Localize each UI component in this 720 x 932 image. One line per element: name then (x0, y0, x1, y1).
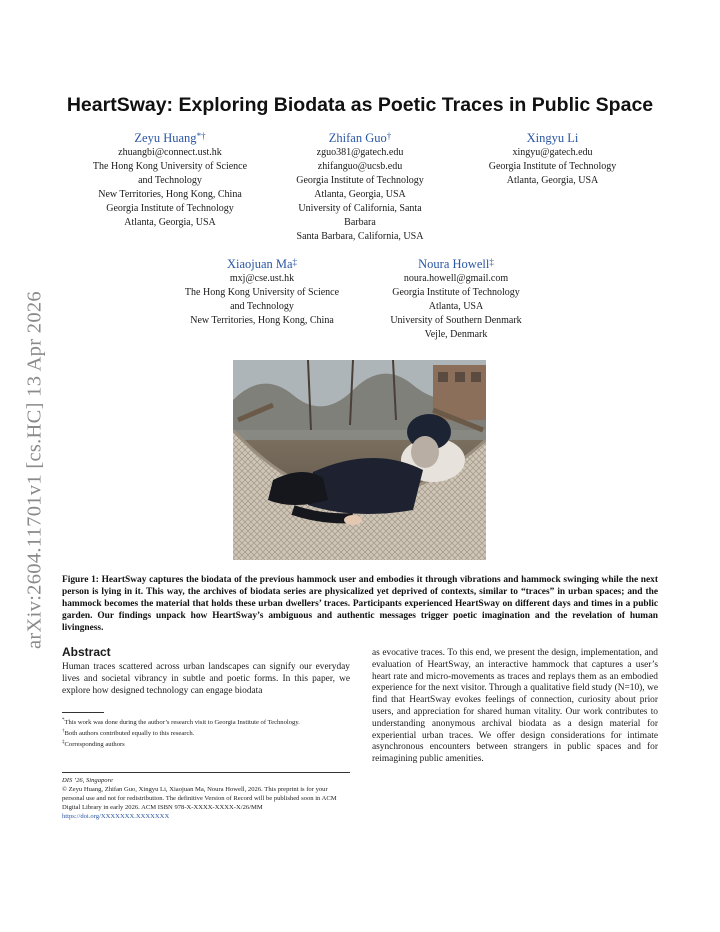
author-location: Vejle, Denmark (424, 329, 488, 340)
author-email[interactable]: xingyu@gatech.edu (512, 147, 593, 158)
author-email[interactable]: noura.howell@gmail.com (403, 273, 509, 284)
author-mark: *† (196, 131, 206, 141)
author-mark: † (386, 131, 392, 141)
arxiv-id: arXiv:2604.11701v1 [cs.HC] 13 Apr 2026 (23, 291, 46, 649)
author-block (70, 130, 270, 230)
abstract-heading: Abstract (62, 645, 111, 659)
footnote: †Both authors contributed equally to this research. (62, 729, 195, 738)
author-affiliation: University of Southern Denmark (390, 315, 522, 326)
author-affiliation: Georgia Institute of Technology (392, 287, 520, 298)
paper-title: HeartSway: Exploring Biodata as Poetic Traces in Public Space (66, 94, 654, 116)
author-email[interactable]: zhifanguo@ucsb.edu (317, 161, 403, 172)
arxiv-stamp (20, 260, 50, 680)
author-location: Atlanta, USA (428, 301, 484, 312)
author-name[interactable]: Zhifan Guo† (328, 131, 392, 145)
author-affiliation: The Hong Kong University of Science (184, 287, 340, 298)
copyright-notice: © Zeyu Huang, Zhifan Guo, Xingyu Li, Xiaojuan Ma, Noura Howell, 2026. This preprint is for your personal use and not for redistribution. The definitive Version of Record will be published soon in ACM Digital Library in early 2026. ACM ISBN 978-X-XXXX-XXXX-X/26/MM (62, 786, 337, 811)
venue-block (62, 776, 350, 821)
author-name[interactable]: Xiaojuan Ma‡ (226, 257, 298, 271)
author-affiliation: Georgia Institute of Technology (106, 203, 234, 214)
author-affiliation: The Hong Kong University of Science (92, 161, 248, 172)
author-location: Atlanta, Georgia, USA (314, 189, 406, 200)
footnote: ‡Corresponding authors (62, 740, 125, 749)
author-block (270, 130, 450, 244)
author-email[interactable]: zhuangbi@connect.ust.hk (118, 147, 222, 158)
abstract-text-left: Human traces scattered across urban landscapes can signify our everyday lives and societal vibrancy in subtle and poetic forms. In this paper, we explore how designed technology can engage biodata (62, 662, 350, 696)
author-email[interactable]: mxj@cse.ust.hk (229, 273, 295, 284)
author-email[interactable]: zguo381@gatech.edu (316, 147, 404, 158)
author-mark: ‡ (489, 257, 494, 267)
author-affiliation: University of California, Santa (298, 203, 422, 214)
author-block (460, 130, 645, 188)
figure-photo (233, 360, 486, 560)
author-location: Atlanta, Georgia, USA (124, 217, 216, 228)
footnote-mark: * (62, 718, 65, 723)
abstract-text-right: as evocative traces. To this end, we present the design, implementation, and evaluation of HeartSway, an interactive hammock that captures a user’s heart rate and micro-movements as traces and replays them as an embodied experience for the next visitor. Through a qualitative field study (N=10), we find that HeartSway evokes feelings of connection, curiosity about prior users, and appreciation for shared human vitality. Our work contributes to understanding anonymous archival biodata as a design material for experiential urban traces. We offer design considerations for intimate asynchronous encounters between strangers in public spaces and for reimagining public amenities. (372, 648, 658, 765)
doi-link[interactable]: https://doi.org/XXXXXXX.XXXXXXX (62, 813, 170, 820)
author-location: Atlanta, Georgia, USA (506, 175, 599, 186)
author-affiliation: Barbara (344, 217, 376, 228)
footnote-mark: ‡ (62, 740, 65, 746)
author-location: New Territories, Hong Kong, China (98, 189, 242, 200)
author-affiliation: Georgia Institute of Technology (488, 161, 617, 172)
author-affiliation: Georgia Institute of Technology (296, 175, 424, 186)
author-block (162, 256, 362, 328)
venue-rule (62, 772, 350, 773)
author-name[interactable]: Zeyu Huang*† (134, 131, 206, 145)
author-location: Santa Barbara, California, USA (296, 231, 424, 242)
author-affiliation: and Technology (230, 301, 294, 312)
author-block (366, 256, 546, 342)
footnotes (62, 716, 350, 750)
author-name[interactable]: Xingyu Li (526, 131, 579, 145)
venue-name: DIS ’26, Singapore (62, 777, 113, 784)
footnote-mark: † (62, 729, 65, 735)
figure-caption: Figure 1: HeartSway captures the biodata of the previous hammock user and embodies it through vibrations and hammock swinging while the next person is lying in it. This way, the archives of biodata series are physicalized yet deprived of contexts, similar to “traces” in urban spaces; and the hammock becomes the material that holds these urban dwellers’ traces. Participants experienced HeartSway on different days and times in a public garden. Our findings unpack how HeartSway’s ambiguous and authentic messages trigger poetic imagination and the revelation of human livingness. (62, 575, 658, 633)
footnote: *This work was done during the author’s research visit to Georgia Institute of Technology. (62, 718, 300, 727)
author-affiliation: and Technology (138, 175, 202, 186)
author-mark: ‡ (292, 257, 298, 267)
hammock-photo-illustration (233, 360, 486, 560)
author-name[interactable]: Noura Howell‡ (418, 257, 494, 271)
footnote-rule (62, 712, 104, 713)
author-location: New Territories, Hong Kong, China (190, 315, 334, 326)
